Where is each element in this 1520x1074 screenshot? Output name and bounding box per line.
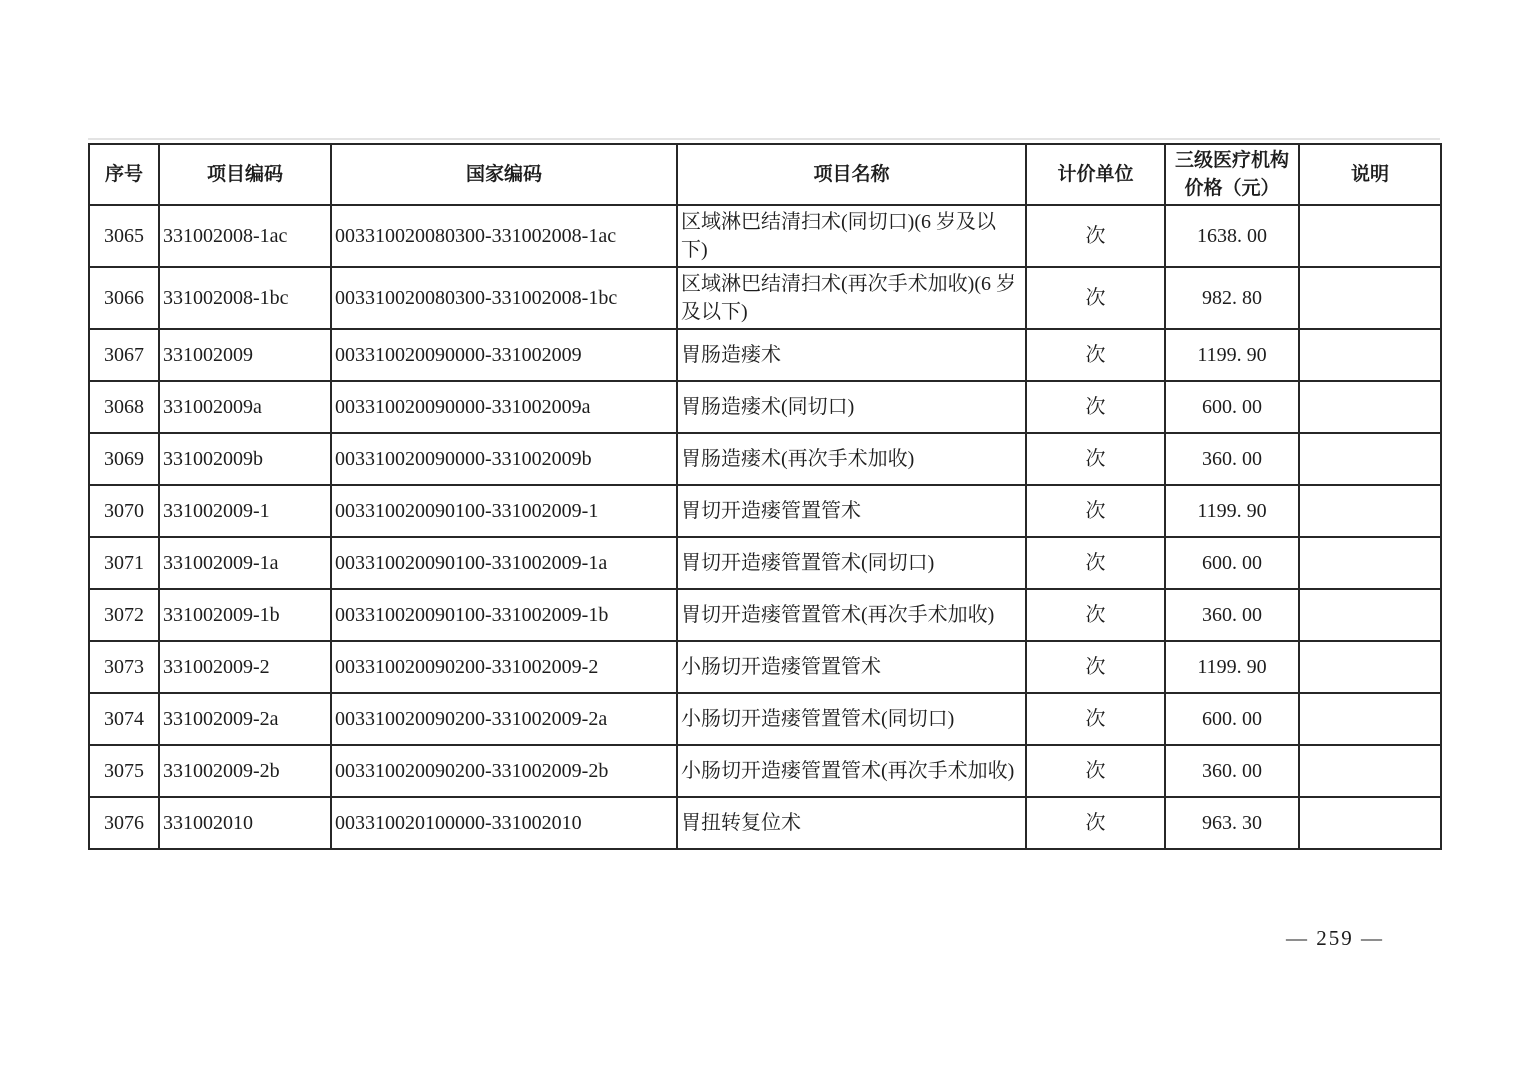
cell-name: 胃肠造瘘术(同切口): [677, 381, 1026, 433]
table-row: [89, 745, 1441, 797]
cell-project-code: 331002009-1b: [159, 589, 331, 641]
cell-note: [1299, 745, 1441, 797]
cell-note: [1299, 589, 1441, 641]
cell-unit: 次: [1026, 641, 1165, 693]
cell-note: [1299, 797, 1441, 849]
cell-name: 区域淋巴结清扫术(同切口)(6 岁及以下): [677, 205, 1026, 267]
cell-unit: 次: [1026, 589, 1165, 641]
cell-name: 胃切开造瘘管置管术(同切口): [677, 537, 1026, 589]
cell-seq: 3065: [89, 205, 159, 267]
cell-unit: 次: [1026, 381, 1165, 433]
cell-national-code: 003310020090000-331002009b: [331, 433, 677, 485]
table-row: [89, 267, 1441, 329]
cell-price: 1199. 90: [1165, 641, 1299, 693]
cell-unit: 次: [1026, 797, 1165, 849]
cell-name: 小肠切开造瘘管置管术(同切口): [677, 693, 1026, 745]
cell-project-code: 331002009: [159, 329, 331, 381]
table-row: [89, 381, 1441, 433]
cell-unit: 次: [1026, 537, 1165, 589]
cell-project-code: 331002009-2b: [159, 745, 331, 797]
cell-seq: 3073: [89, 641, 159, 693]
cell-note: [1299, 433, 1441, 485]
table-row: [89, 433, 1441, 485]
cell-unit: 次: [1026, 485, 1165, 537]
cell-price: 963. 30: [1165, 797, 1299, 849]
table-row: [89, 329, 1441, 381]
cell-price: 360. 00: [1165, 433, 1299, 485]
cell-note: [1299, 485, 1441, 537]
cell-price: 982. 80: [1165, 267, 1299, 329]
cell-seq: 3066: [89, 267, 159, 329]
cell-unit: 次: [1026, 433, 1165, 485]
cell-name: 小肠切开造瘘管置管术: [677, 641, 1026, 693]
header-row: [89, 144, 1441, 205]
cell-national-code: 003310020090100-331002009-1: [331, 485, 677, 537]
cell-name: 胃切开造瘘管置管术(再次手术加收): [677, 589, 1026, 641]
cell-project-code: 331002010: [159, 797, 331, 849]
cell-national-code: 003310020090200-331002009-2a: [331, 693, 677, 745]
cell-note: [1299, 641, 1441, 693]
page-number: — 259 —: [1286, 926, 1384, 950]
cell-name: 区域淋巴结清扫术(再次手术加收)(6 岁及以下): [677, 267, 1026, 329]
cell-national-code: 003310020090200-331002009-2: [331, 641, 677, 693]
cell-price: 600. 00: [1165, 381, 1299, 433]
cell-name: 小肠切开造瘘管置管术(再次手术加收): [677, 745, 1026, 797]
cell-unit: 次: [1026, 745, 1165, 797]
header-note: 说明: [1299, 144, 1441, 205]
cell-seq: 3070: [89, 485, 159, 537]
cell-national-code: 003310020090200-331002009-2b: [331, 745, 677, 797]
price-table: [88, 143, 1442, 850]
cell-national-code: 003310020100000-331002010: [331, 797, 677, 849]
cell-project-code: 331002009-1: [159, 485, 331, 537]
cell-price: 1199. 90: [1165, 485, 1299, 537]
scan-shadow-line: [88, 138, 1440, 140]
table-row: [89, 693, 1441, 745]
table-row: [89, 485, 1441, 537]
cell-project-code: 331002009-2a: [159, 693, 331, 745]
table-row: [89, 205, 1441, 267]
header-project-code: 项目编码: [159, 144, 331, 205]
header-seq: 序号: [89, 144, 159, 205]
cell-seq: 3067: [89, 329, 159, 381]
cell-unit: 次: [1026, 693, 1165, 745]
header-unit: 计价单位: [1026, 144, 1165, 205]
cell-note: [1299, 205, 1441, 267]
cell-project-code: 331002008-1ac: [159, 205, 331, 267]
cell-national-code: 003310020090100-331002009-1a: [331, 537, 677, 589]
cell-price: 1199. 90: [1165, 329, 1299, 381]
header-name: 项目名称: [677, 144, 1026, 205]
cell-price: 360. 00: [1165, 589, 1299, 641]
cell-note: [1299, 267, 1441, 329]
cell-seq: 3071: [89, 537, 159, 589]
cell-national-code: 003310020090100-331002009-1b: [331, 589, 677, 641]
cell-seq: 3069: [89, 433, 159, 485]
cell-name: 胃肠造瘘术: [677, 329, 1026, 381]
cell-national-code: 003310020080300-331002008-1bc: [331, 267, 677, 329]
cell-national-code: 003310020090000-331002009: [331, 329, 677, 381]
table-header: [89, 144, 1441, 205]
header-price: 三级医疗机构价格（元）: [1165, 144, 1299, 205]
cell-seq: 3068: [89, 381, 159, 433]
table-row: [89, 797, 1441, 849]
cell-project-code: 331002009-1a: [159, 537, 331, 589]
cell-price: 600. 00: [1165, 693, 1299, 745]
cell-name: 胃切开造瘘管置管术: [677, 485, 1026, 537]
cell-project-code: 331002009a: [159, 381, 331, 433]
cell-seq: 3076: [89, 797, 159, 849]
cell-price: 360. 00: [1165, 745, 1299, 797]
cell-note: [1299, 381, 1441, 433]
cell-unit: 次: [1026, 267, 1165, 329]
cell-project-code: 331002009b: [159, 433, 331, 485]
cell-seq: 3072: [89, 589, 159, 641]
cell-seq: 3075: [89, 745, 159, 797]
table-row: [89, 537, 1441, 589]
table-row: [89, 589, 1441, 641]
table-body: [89, 205, 1441, 849]
cell-seq: 3074: [89, 693, 159, 745]
header-national-code: 国家编码: [331, 144, 677, 205]
cell-national-code: 003310020080300-331002008-1ac: [331, 205, 677, 267]
cell-name: 胃肠造瘘术(再次手术加收): [677, 433, 1026, 485]
cell-note: [1299, 537, 1441, 589]
cell-unit: 次: [1026, 329, 1165, 381]
cell-unit: 次: [1026, 205, 1165, 267]
cell-price: 1638. 00: [1165, 205, 1299, 267]
cell-name: 胃扭转复位术: [677, 797, 1026, 849]
cell-project-code: 331002008-1bc: [159, 267, 331, 329]
cell-project-code: 331002009-2: [159, 641, 331, 693]
table-row: [89, 641, 1441, 693]
cell-price: 600. 00: [1165, 537, 1299, 589]
cell-note: [1299, 693, 1441, 745]
cell-national-code: 003310020090000-331002009a: [331, 381, 677, 433]
cell-note: [1299, 329, 1441, 381]
